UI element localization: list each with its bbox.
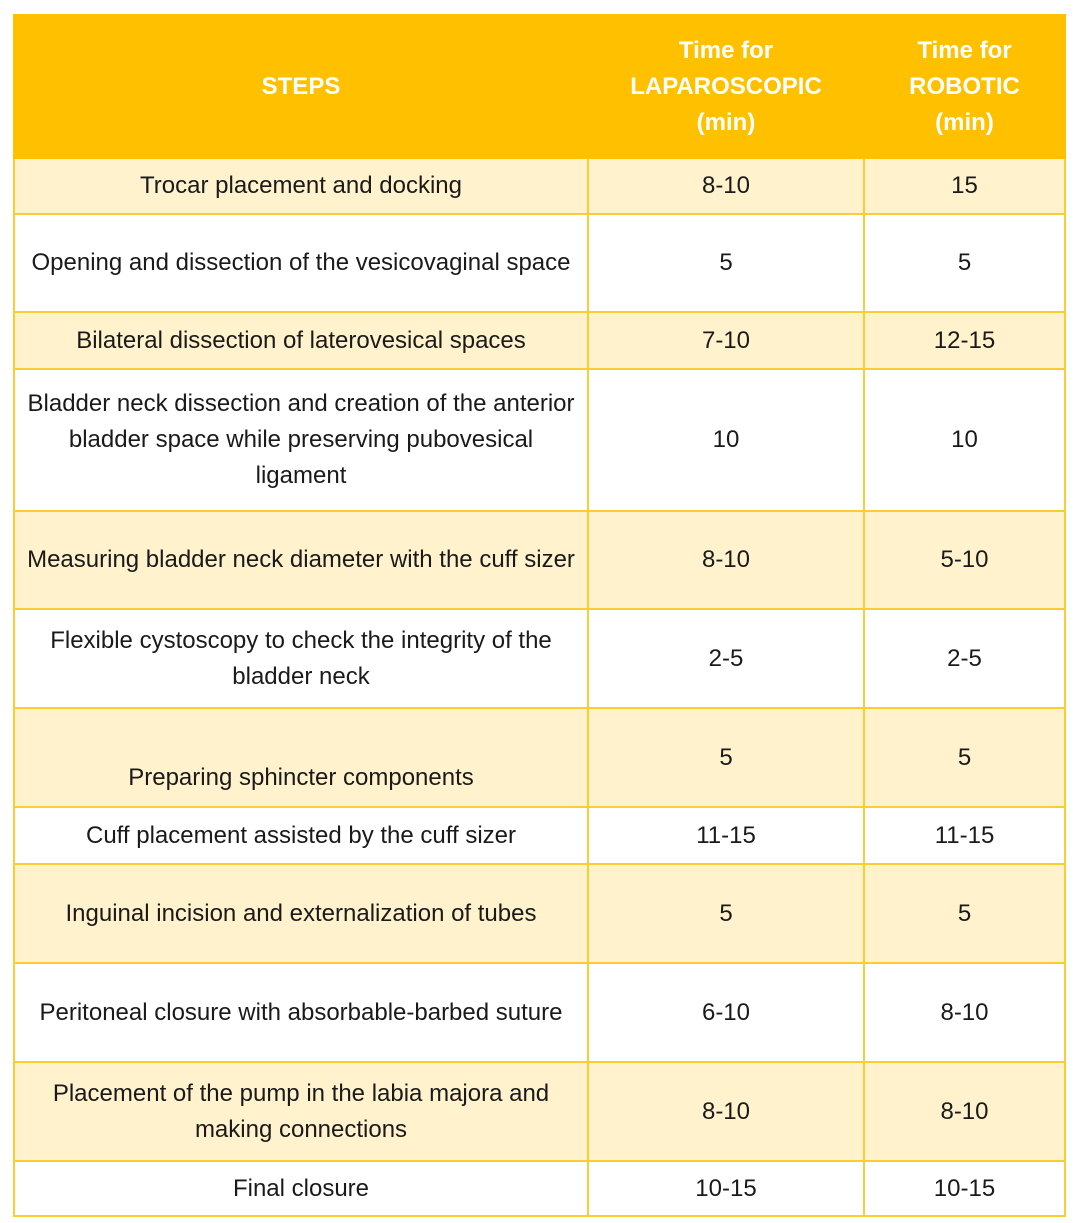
step-cell: Cuff placement assisted by the cuff sizer	[14, 807, 588, 864]
header-row	[14, 15, 1065, 158]
robotic-time-cell: 10-15	[864, 1161, 1065, 1216]
table-row	[14, 158, 1065, 214]
step-cell: Trocar placement and docking	[14, 158, 588, 214]
table-row	[14, 807, 1065, 864]
laparoscopic-time-cell: 6-10	[588, 963, 864, 1062]
robotic-time-cell: 15	[864, 158, 1065, 214]
robotic-time-cell: 5	[864, 708, 1065, 807]
step-cell: Flexible cystoscopy to check the integrity of the bladder neck	[14, 609, 588, 708]
robotic-time-cell: 5	[864, 214, 1065, 312]
step-cell: Final closure	[14, 1161, 588, 1216]
step-cell: Placement of the pump in the labia majora and making connections	[14, 1062, 588, 1161]
robotic-time-cell: 8-10	[864, 1062, 1065, 1161]
laparoscopic-time-cell: 8-10	[588, 158, 864, 214]
step-cell: Inguinal incision and externalization of tubes	[14, 864, 588, 963]
laparoscopic-time-cell: 10	[588, 369, 864, 511]
header-rob-line-2: ROBOTIC	[909, 72, 1020, 100]
header-laparoscopic	[588, 15, 864, 158]
robotic-time-cell: 10	[864, 369, 1065, 511]
robotic-time-cell: 8-10	[864, 963, 1065, 1062]
header-lap-line-2: LAPAROSCOPIC	[630, 72, 822, 100]
laparoscopic-time-cell: 5	[588, 214, 864, 312]
table-row	[14, 864, 1065, 963]
laparoscopic-time-cell: 2-5	[588, 609, 864, 708]
laparoscopic-time-cell: 8-10	[588, 1062, 864, 1161]
header-rob-line-3: (min)	[935, 108, 994, 136]
header-robotic	[864, 15, 1065, 158]
laparoscopic-time-cell: 8-10	[588, 511, 864, 609]
table-row	[14, 609, 1065, 708]
step-cell: Preparing sphincter components	[14, 708, 588, 807]
header-rob-line-1: Time for	[917, 36, 1012, 64]
surgical-steps-table	[13, 14, 1066, 1217]
step-cell: Measuring bladder neck diameter with the cuff sizer	[14, 511, 588, 609]
table-row	[14, 214, 1065, 312]
laparoscopic-time-cell: 7-10	[588, 312, 864, 369]
laparoscopic-time-cell: 5	[588, 864, 864, 963]
step-cell: Bladder neck dissection and creation of the anterior bladder space while preserving pubovesical ligament	[14, 369, 588, 511]
robotic-time-cell: 5-10	[864, 511, 1065, 609]
step-cell: Peritoneal closure with absorbable-barbed suture	[14, 963, 588, 1062]
table-row	[14, 511, 1065, 609]
laparoscopic-time-cell: 10-15	[588, 1161, 864, 1216]
robotic-time-cell: 11-15	[864, 807, 1065, 864]
header-steps: STEPS	[14, 15, 588, 158]
table-row	[14, 708, 1065, 807]
table-row	[14, 1062, 1065, 1161]
robotic-time-cell: 2-5	[864, 609, 1065, 708]
laparoscopic-time-cell: 5	[588, 708, 864, 807]
table-row	[14, 369, 1065, 511]
header-lap-line-3: (min)	[696, 108, 756, 136]
step-cell: Bilateral dissection of laterovesical spaces	[14, 312, 588, 369]
header-lap-line-1: Time for	[678, 36, 774, 64]
robotic-time-cell: 12-15	[864, 312, 1065, 369]
table-row	[14, 963, 1065, 1062]
table-row	[14, 1161, 1065, 1216]
table-row	[14, 312, 1065, 369]
laparoscopic-time-cell: 11-15	[588, 807, 864, 864]
step-cell: Opening and dissection of the vesicovaginal space	[14, 214, 588, 312]
robotic-time-cell: 5	[864, 864, 1065, 963]
